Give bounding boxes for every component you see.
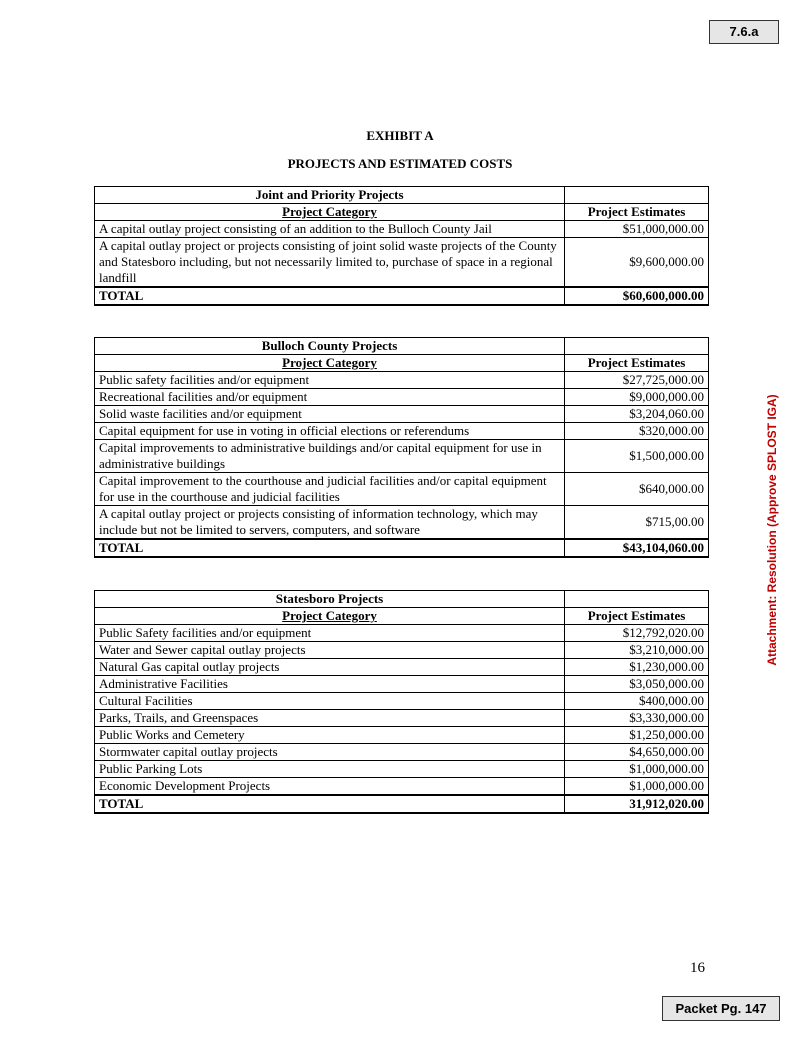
- section-title: Statesboro Projects: [95, 591, 565, 608]
- category-header: Project Category: [95, 608, 565, 625]
- table-header-row: [95, 355, 709, 372]
- table-row: [95, 221, 709, 238]
- project-amount: $3,204,060.00: [565, 406, 709, 423]
- project-amount: $3,050,000.00: [565, 676, 709, 693]
- project-amount: $3,210,000.00: [565, 642, 709, 659]
- table-row: [95, 693, 709, 710]
- table-section-row: [95, 591, 709, 608]
- statesboro-projects-table: [94, 590, 709, 814]
- project-description: Capital improvements to administrative buildings and/or capital equipment for use in administrative buildings: [95, 440, 565, 473]
- project-amount: $320,000.00: [565, 423, 709, 440]
- attachment-side-label-text: Attachment: Resolution (Approve SPLOST IGA): [765, 394, 779, 666]
- table-row: [95, 238, 709, 288]
- estimate-header: Project Estimates: [565, 608, 709, 625]
- table-row: [95, 440, 709, 473]
- page-title: EXHIBIT A: [366, 128, 434, 143]
- project-amount: $1,000,000.00: [565, 761, 709, 778]
- project-description: Natural Gas capital outlay projects: [95, 659, 565, 676]
- table-row: [95, 642, 709, 659]
- project-description: Solid waste facilities and/or equipment: [95, 406, 565, 423]
- table-row: [95, 727, 709, 744]
- project-description: Administrative Facilities: [95, 676, 565, 693]
- project-amount: $3,330,000.00: [565, 710, 709, 727]
- total-amount: 31,912,020.00: [565, 795, 709, 813]
- table-row: [95, 761, 709, 778]
- project-description: Public safety facilities and/or equipment: [95, 372, 565, 389]
- total-label: TOTAL: [95, 795, 565, 813]
- total-amount: $60,600,000.00: [565, 287, 709, 305]
- project-description: A capital outlay project consisting of an addition to the Bulloch County Jail: [95, 221, 565, 238]
- table-row: [95, 625, 709, 642]
- project-description: Public Parking Lots: [95, 761, 565, 778]
- table-section-row: [95, 187, 709, 204]
- project-amount: $4,650,000.00: [565, 744, 709, 761]
- category-header: Project Category: [95, 204, 565, 221]
- project-description: Water and Sewer capital outlay projects: [95, 642, 565, 659]
- empty-cell: [565, 338, 709, 355]
- total-row: [95, 795, 709, 813]
- table-row: [95, 506, 709, 540]
- project-description: Cultural Facilities: [95, 693, 565, 710]
- project-amount: $715,00.00: [565, 506, 709, 540]
- project-amount: $1,500,000.00: [565, 440, 709, 473]
- county-projects-table: [94, 337, 709, 558]
- project-description: A capital outlay project or projects consisting of information technology, which may include but not be limited to servers, computers, and software: [95, 506, 565, 540]
- project-description: Public Safety facilities and/or equipment: [95, 625, 565, 642]
- table-header-row: [95, 608, 709, 625]
- project-amount: $9,600,000.00: [565, 238, 709, 288]
- section-title: Bulloch County Projects: [95, 338, 565, 355]
- packet-page-badge: Packet Pg. 147: [662, 996, 780, 1021]
- project-amount: $1,250,000.00: [565, 727, 709, 744]
- empty-cell: [565, 591, 709, 608]
- project-description: Capital equipment for use in voting in official elections or referendums: [95, 423, 565, 440]
- table-row: [95, 389, 709, 406]
- project-description: Recreational facilities and/or equipment: [95, 389, 565, 406]
- total-label: TOTAL: [95, 287, 565, 305]
- category-header: Project Category: [95, 355, 565, 372]
- table-row: [95, 423, 709, 440]
- total-amount: $43,104,060.00: [565, 539, 709, 557]
- project-amount: $9,000,000.00: [565, 389, 709, 406]
- project-amount: $640,000.00: [565, 473, 709, 506]
- page-subtitle: PROJECTS AND ESTIMATED COSTS: [287, 156, 513, 171]
- project-amount: $27,725,000.00: [565, 372, 709, 389]
- project-description: A capital outlay project or projects consisting of joint solid waste projects of the County and Statesboro including, but not necessarily limited to, purchase of space in a regional landfill: [95, 238, 565, 288]
- project-description: Capital improvement to the courthouse and judicial facilities and/or capital equipment for use in the courthouse and judicial facilities: [95, 473, 565, 506]
- total-label: TOTAL: [95, 539, 565, 557]
- total-row: [95, 539, 709, 557]
- table-row: [95, 676, 709, 693]
- table-header-row: [95, 204, 709, 221]
- project-amount: $400,000.00: [565, 693, 709, 710]
- project-description: Stormwater capital outlay projects: [95, 744, 565, 761]
- project-amount: $1,230,000.00: [565, 659, 709, 676]
- estimate-header: Project Estimates: [565, 204, 709, 221]
- table-row: [95, 372, 709, 389]
- project-description: Economic Development Projects: [95, 778, 565, 796]
- project-description: Parks, Trails, and Greenspaces: [95, 710, 565, 727]
- table-row: [95, 710, 709, 727]
- estimate-header: Project Estimates: [565, 355, 709, 372]
- project-amount: $1,000,000.00: [565, 778, 709, 796]
- total-row: [95, 287, 709, 305]
- table-row: [95, 473, 709, 506]
- project-description: Public Works and Cemetery: [95, 727, 565, 744]
- page-number: 16: [690, 960, 705, 976]
- empty-cell: [565, 187, 709, 204]
- table-row: [95, 778, 709, 796]
- joint-projects-table: [94, 186, 709, 306]
- table-row: [95, 744, 709, 761]
- section-badge: 7.6.a: [709, 20, 779, 44]
- project-amount: $12,792,020.00: [565, 625, 709, 642]
- table-row: [95, 406, 709, 423]
- table-row: [95, 659, 709, 676]
- section-title: Joint and Priority Projects: [95, 187, 565, 204]
- table-section-row: [95, 338, 709, 355]
- project-amount: $51,000,000.00: [565, 221, 709, 238]
